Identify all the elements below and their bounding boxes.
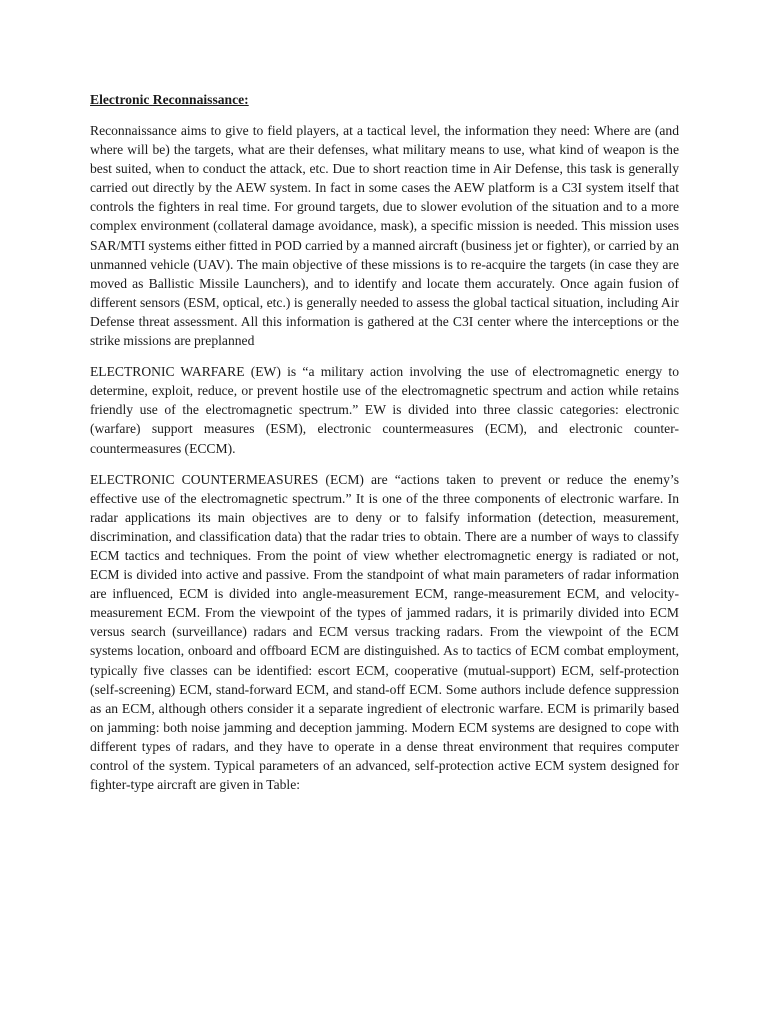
paragraph-reconnaissance: Reconnaissance aims to give to field players, at a tactical level, the information they need: Where are (and where will be) the targets, what are their defenses, what military means to use, what kind of weapon is the best suited, when to conduct the attack, etc. Due to short reaction time in Air Defense, this task is generally carried out directly by the AEW system. In fact in some cases the AEW platform is a C3I system itself that controls the fighters in real time. For ground targets, due to slower evolution of the situation and to a more complex environment (collateral damage avoidance, mask), a specific mission is needed. This mission uses SAR/MTI systems either fitted in POD carried by a manned aircraft (business jet or fighter), or carried by an unmanned vehicle (UAV). The main objective of these missions is to re-acquire the targets (in case they are moved as Ballistic Missile Launchers), and to identify and locate them accurately. Once again fusion of different sensors (ESM, optical, etc.) is generally needed to assess the global tactical situation, including Air Defense threat assessment. All this information is gathered at the C3I center where the interceptions or the strike missions are preplanned — [90, 123, 679, 349]
section-heading: Electronic Reconnaissance: — [90, 92, 249, 107]
paragraph-electronic-warfare: ELECTRONIC WARFARE (EW) is “a military action involving the use of electromagnetic energy to determine, exploit, reduce, or prevent hostile use of the electromagnetic spectrum and action while retains friendly use of the electromagnetic spectrum.” EW is divided into three classic categories: electronic (warfare) support measures (ESM), electronic countermeasures (ECM), and electronic counter-countermeasures (ECCM). — [90, 364, 679, 456]
paragraph-electronic-countermeasures: ELECTRONIC COUNTERMEASURES (ECM) are “actions taken to prevent or reduce the enemy’s effective use of the electromagnetic spectrum.” It is one of the three components of electronic warfare. In radar applications its main objectives are to deny or to falsify information (detection, measurement, discrimination, and classification data) that the radar tries to obtain. There are a number of ways to classify ECM tactics and techniques. From the point of view whether electromagnetic energy is radiated or not, ECM is divided into active and passive. From the standpoint of what main parameters of radar information are influenced, ECM is divided into angle-measurement ECM, range-measurement ECM, and velocity-measurement ECM. From the viewpoint of the types of jammed radars, it is primarily divided into ECM versus search (surveillance) radars and ECM versus tracking radars. From the viewpoint of the ECM systems location, onboard and offboard ECM are distinguished. As to tactics of ECM combat employment, typically five classes can be identified: escort ECM, cooperative (mutual-support) ECM, self-protection (self-screening) ECM, stand-forward ECM, and stand-off ECM. Some authors include defence suppression as an ECM, although others consider it a separate ingredient of electronic warfare. ECM is primarily based on jamming: both noise jamming and deception jamming. Modern ECM systems are designed to cope with different types of radars, and they have to operate in a dense threat environment that requires computer control of the system. Typical parameters of an advanced, self-protection active ECM system designed for fighter-type aircraft are given in Table: — [90, 471, 679, 793]
document-page — [90, 90, 679, 806]
